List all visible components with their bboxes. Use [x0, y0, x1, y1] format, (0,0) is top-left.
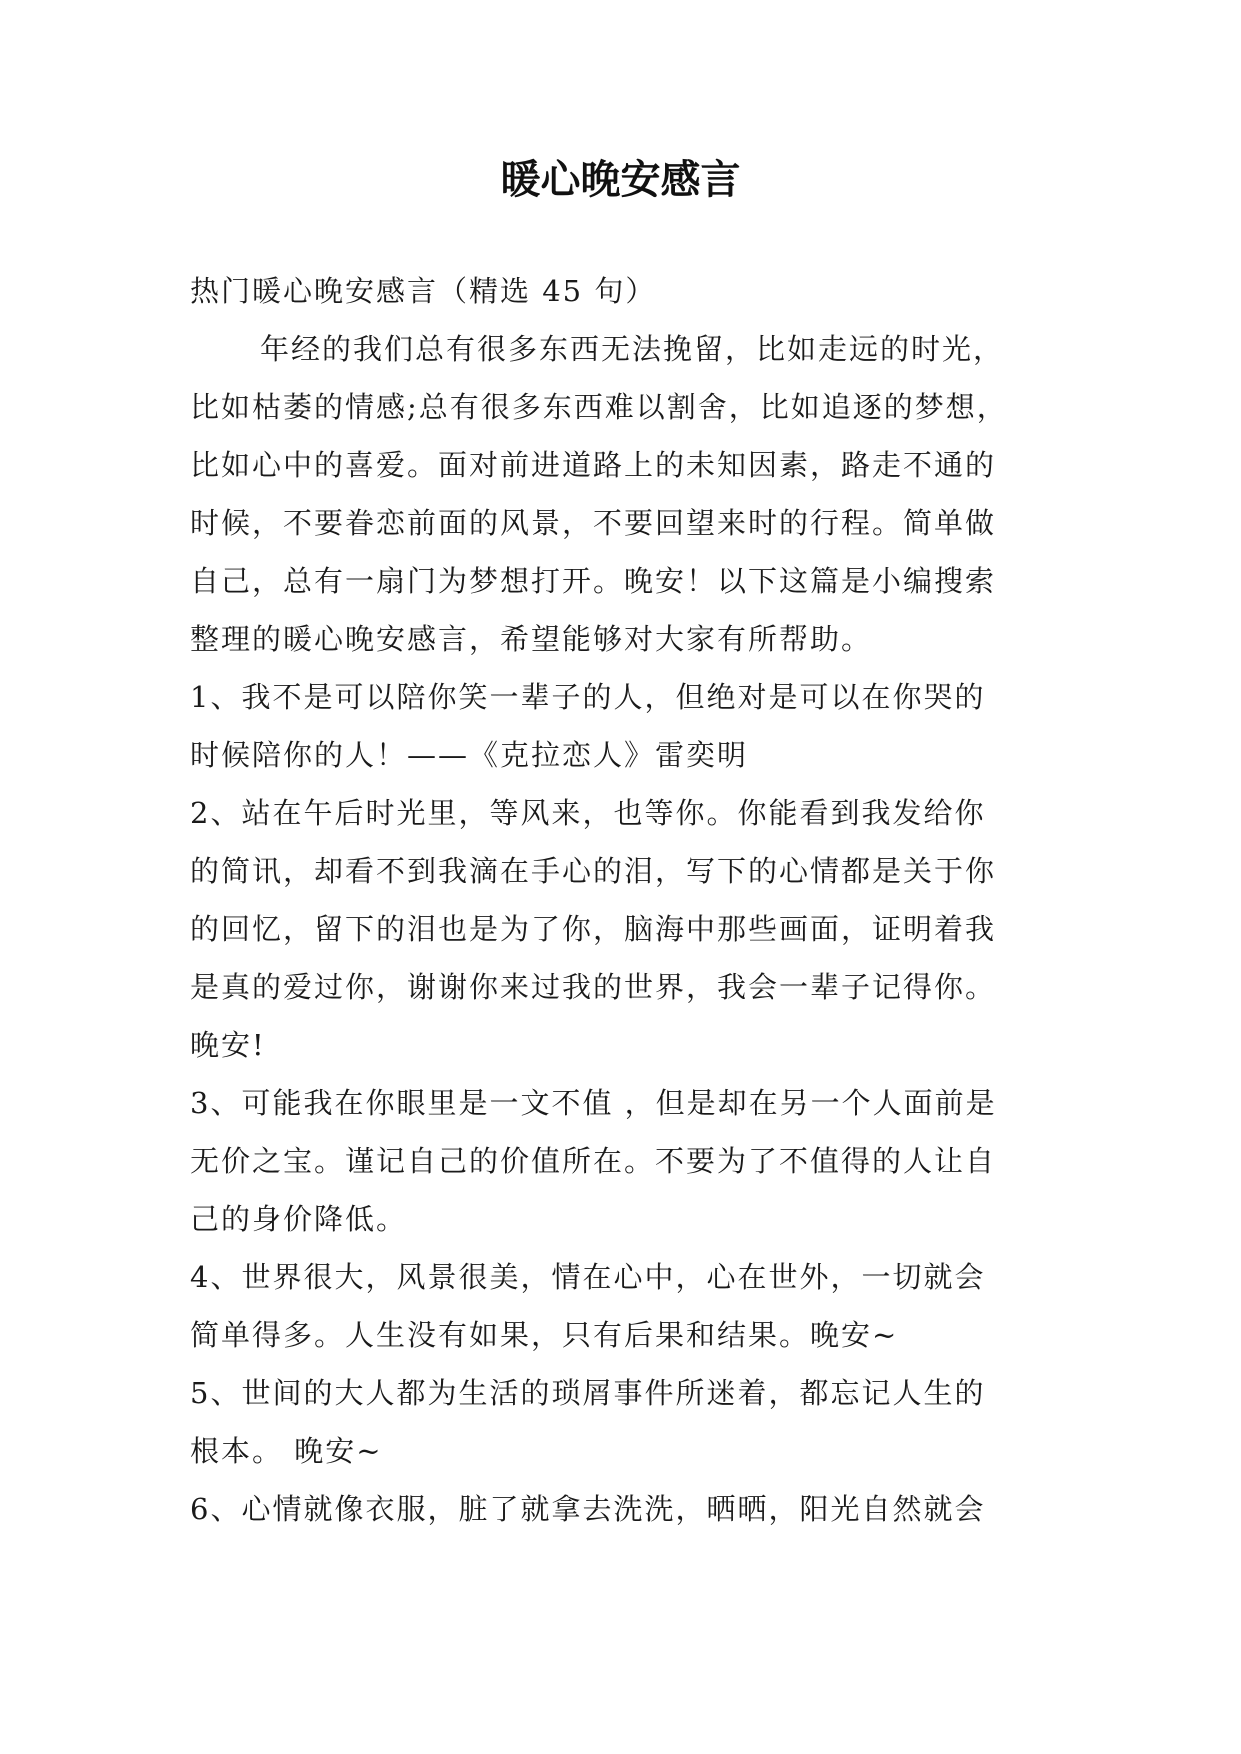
- intro-line: 比如心中的喜爱。面对前进道路上的未知因素，路走不通的: [190, 448, 997, 482]
- quote-4-line: 简单得多。人生没有如果，只有后果和结果。晚安~: [190, 1318, 899, 1352]
- quote-1-line: 时候陪你的人！——《克拉恋人》雷奕明: [190, 738, 749, 772]
- document-body: [190, 262, 1070, 1538]
- quote-5-line: 5、世间的大人都为生活的琐屑事件所迷着，都忘记人生的: [190, 1376, 986, 1410]
- subtitle-line: 热门暖心晚安感言（精选 45 句）: [190, 274, 657, 308]
- quote-4-line: 4、世界很大，风景很美，情在心中，心在世外，一切就会: [190, 1260, 986, 1294]
- intro-line: 年经的我们总有很多东西无法挽留，比如走远的时光，: [260, 332, 1005, 366]
- intro-line: 自己，总有一扇门为梦想打开。晚安！以下这篇是小编搜索: [190, 564, 997, 598]
- quote-2-line: 的简讯，却看不到我滴在手心的泪，写下的心情都是关于你: [190, 854, 997, 888]
- intro-line: 时候，不要眷恋前面的风景，不要回望来时的行程。简单做: [190, 506, 997, 540]
- quote-5-line: 根本。 晚安~: [190, 1434, 383, 1468]
- quote-2-line: 2、站在午后时光里，等风来，也等你。你能看到我发给你: [190, 796, 986, 830]
- quote-3-line: 无价之宝。谨记自己的价值所在。不要为了不值得的人让自: [190, 1144, 997, 1178]
- quote-2-line: 晚安!: [190, 1028, 266, 1062]
- quote-1-line: 1、我不是可以陪你笑一辈子的人，但绝对是可以在你哭的: [190, 680, 986, 714]
- quote-3-line: 己的身价降低。: [190, 1202, 408, 1236]
- intro-line: 整理的暖心晚安感言，希望能够对大家有所帮助。: [190, 622, 873, 656]
- quote-6-line: 6、心情就像衣服，脏了就拿去洗洗，晒晒，阳光自然就会: [190, 1492, 986, 1526]
- quote-3-line: 3、可能我在你眼里是一文不值 ，但是却在另一个人面前是: [190, 1086, 997, 1120]
- document-title: 暖心晚安感言: [500, 156, 741, 203]
- quote-2-line: 是真的爱过你，谢谢你来过我的世界，我会一辈子记得你。: [190, 970, 997, 1004]
- quote-2-line: 的回忆，留下的泪也是为了你，脑海中那些画面，证明着我: [190, 912, 997, 946]
- intro-line: 比如枯萎的情感;总有很多东西难以割舍，比如追逐的梦想，: [190, 390, 1008, 424]
